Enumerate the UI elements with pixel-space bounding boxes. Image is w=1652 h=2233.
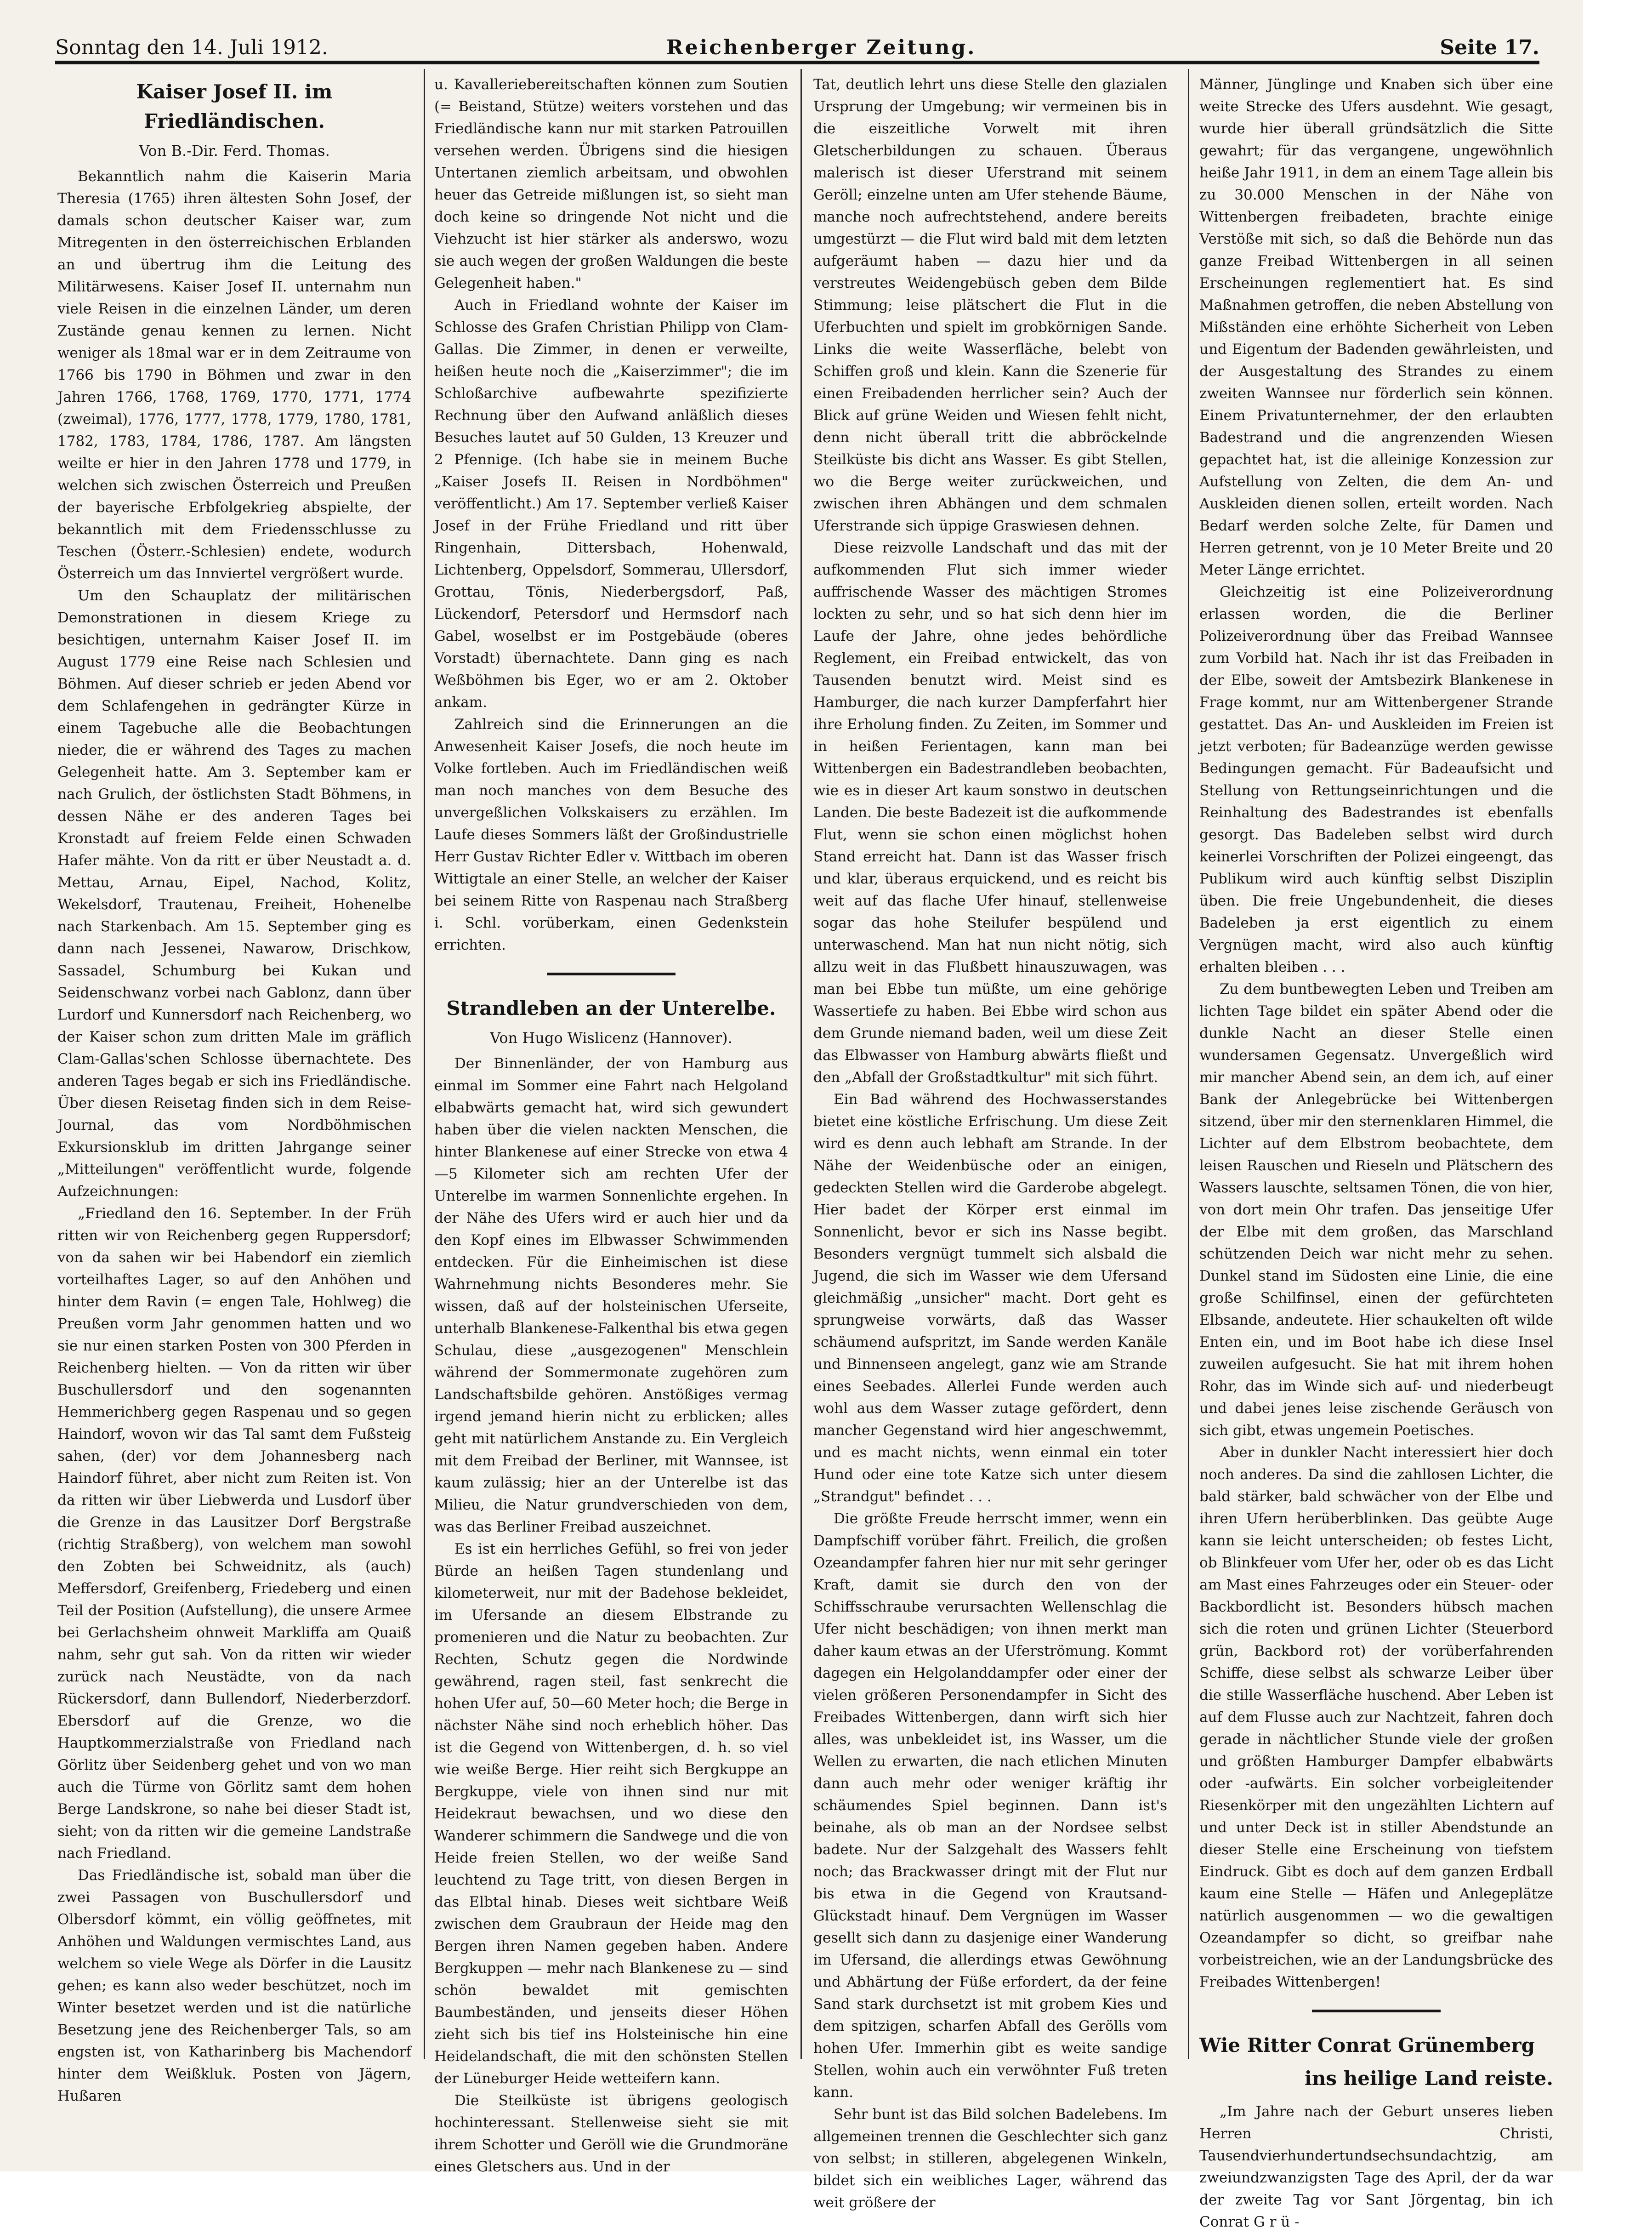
article-paragraph: Zahlreich sind die Erinnerungen an die Anwesenheit Kaiser Josefs, die noch heute im Volke fortleben. Auch im Friedländischen weiß man noch manches von dem Besuche des unvergeßlichen Volkskaisers zu erzählen. Im Laufe dieses Sommers läßt der Großindustrielle Herr Gustav Richter Edler v. Wittbach im oberen Wittigtale an einer Stelle, an welcher der Kaiser bei seinem Ritte von Raspenau nach Straßberg i. Schl. vorüberkam, einen Gedenkstein errichten. bbox=[434, 716, 788, 953]
article-paragraph: Gleichzeitig ist eine Polizeiverordnung erlassen worden, die die Berliner Polizeiverordnung über das Freibad Wannsee zum Vorbild hat. Nach ihr ist das Freibaden in der Elbe, soweit der Amtsbezirk Blankenese in Frage kommt, nur am Wittenbergener Strande gestattet. Das An- und Auskleiden im Freien ist jetzt verboten; für Badeanzüge werden gewisse Bedingungen gemacht. Für Badeaufsicht und Stellung von Rettungseinrichtungen und die Reinhaltung des Badestrandes ist ebenfalls gesorgt. Das Badeleben selbst wird durch keinerlei Vorschriften der Polizei eingeengt, das Publikum wird auch künftig selbst Disziplin üben. Die freie Ungebundenheit, die dieses Badeleben ja erst eigentlich zu einem Vergnügen macht, wird also auch künftig erhalten bleiben . . . bbox=[1199, 584, 1553, 975]
article-title-continued: ins heilige Land reiste. bbox=[1304, 2067, 1553, 2090]
article-paragraph: Männer, Jünglinge und Knaben sich über eine weite Strecke des Ufers ausdehnt. Wie gesagt, wurde hier überall gründsätzlich die Sitte gewahrt; für das vergangene, ungewöhnlich heiße Jahr 1911, in dem an einem Tage allein bis zu 30.000 Menschen in der Nähe von Wittenbergen freibadeten, brachte einige Verstöße mit sich, so daß die Behörde nun das ganze Freibad Wittenbergen in all seinen Erscheinungen reglementiert hat. Es sind Maßnahmen getroffen, die neben Abstellung von Mißständen eine erhöhte Sicherheit von Leben und Eigentum der Badenden gewährleisten, und der Ausgestaltung des Strandes zu einem zweiten Wannsee nur förderlich sein können. Einem Privatunternehmer, der den erlaubten Badestrand und die angrenzenden Wiesen gepachtet hat, ist die alleinige Konzession zur Aufstellung von Zelten, die dem An- und Auskleiden dienen sollen, erteilt worden. Nach Bedarf werden solche Zelte, für Damen und Herren getrennt, von je 10 Meter Breite und 20 Meter Länge errichtet. bbox=[1199, 76, 1553, 578]
article-paragraph: Das Friedländische ist, sobald man über die zwei Passagen von Buschullersdorf und Olbersdorf kömmt, ein völlig geöffnetes, mit Anhöhen und Waldungen vermischtes Land, aus welchem so viele Wege als Dörfer in die Lausitz gehen; es kann also weder beschützet, noch im Winter besetzet werden und ist die natürliche Besetzung jene des Reichenberger Tals, so am engsten ist, von Katharinberg bis Machendorf hinter dem Weißkluk. Posten von Jägern, Hußaren bbox=[57, 1867, 411, 2104]
article-paragraph: „Im Jahre nach der Geburt unseres lieben Herren Christi, Tausendvierhundertundsechsundachtzig, am zweiundzwanzigsten Tage des April, der da war der zweite Tag vor Sant Jörgentag, bin ich Conrat G r ü - bbox=[1199, 2103, 1553, 2230]
article-separator bbox=[1312, 2010, 1441, 2012]
header-page-number: Seite 17. bbox=[1440, 36, 1539, 59]
column-divider bbox=[424, 69, 425, 2059]
article-paragraph: „Friedland den 16. September. In der Früh ritten wir von Reichenberg gegen Ruppersdorf; von da sahen wir bei Habendorf ein ziemlich vorteilhaftes Lager, so auf den Anhöhen und hinter dem Ravin (= engen Tale, Hohlweg) die Preußen vorm Jahr genommen hatten und wo sie nur einen starken Posten von 300 Pferden in Reichenberg hielten. — Von da ritten wir über Buschullersdorf und den sogenannten Hemmerichberg gegen Raspenau und so gegen Haindorf, wovon wir das Tal samt dem Fußsteig sahen, (der) vor dem Johannesberg nach Haindorf führet, aber nicht zum Reiten ist. Von da ritten wir über Liebwerda und Lusdorf über die Grenze in das Lausitzer Dorf Bergstraße (richtig Straßberg), von welchem man sowohl den Zobten bei Schweidnitz, als (auch) Meffersdorf, Greifenberg, Friedeberg und einen Teil der Position (Aufstellung), die unsere Armee bei Gerlachsheim ohnweit Markliffa am Quaiß nahm, sehr gut sah. Von da ritten wir wieder zurück nach Neustädte, von da nach Rückersdorf, dann Bullendorf, Niederberzdorf. Ebersdorf auf die Grenze, wo die Hauptkommerzialstraße von Friedland nach Görlitz über Seidenberg gehet und von wo man auch die Türme von Görlitz samt dem hohen Berge Landskrone, so nahe bei dieser Stadt ist, sieht; von da ritten wir die gemeine Landstraße nach Friedland. bbox=[57, 1205, 411, 1862]
article-paragraph: Sehr bunt ist das Bild solchen Badelebens. Im allgemeinen trennen die Geschlechter sich ganz von selbst; in stilleren, abgelegenen Winkeln, bildet sich ein weibliches Lager, während das weit größere der bbox=[813, 2106, 1167, 2211]
article-paragraph: Auch in Friedland wohnte der Kaiser im Schlosse des Grafen Christian Philipp von Clam-Gallas. Die Zimmer, in denen er verweilte, heißen heute noch die „Kaiserzimmer"; die im Schloßarchive aufbewahrte spezifizierte Rechnung über den Aufwand anläßlich dieses Besuches lautet auf 50 Gulden, 13 Kreuzer und 2 Pfennige. (Ich habe sie in meinem Buche „Kaiser Josefs II. Reisen in Nordböhmen" veröffentlicht.) Am 17. September verließ Kaiser Josef in der Frühe Friedland und ritt über Ringenhain, Dittersbach, Hohenwald, Lichtenberg, Oppelsdorf, Sommerau, Ullersdorf, Grottau, Tönis, Niederbergsdorf, Paß, Lückendorf, Petersdorf und Hermsdorf nach Gabel, woselbst er im Postgebäude (oberes Vorstadt) übernachtete. Dann ging es nach Weßböhmen bis Eger, wo er am 2. Oktober ankam. bbox=[434, 297, 788, 711]
article-paragraph: Die größte Freude herrscht immer, wenn ein Dampfschiff vorüber fährt. Freilich, die großen Ozeandampfer fahren hier nur mit sehr geringer Kraft, damit sie durch den von der Schiffsschraube verursachten Wellenschlag die Ufer nicht beschädigen; von ihnen merkt man daher kaum etwas an der Uferströmung. Kommt dagegen ein Helgolanddampfer oder einer der vielen größeren Personendampfer in Sicht des Freibades Wittenbergen, dann wirft sich hier alles, was unbekleidet ist, ins Wasser, um die Wellen zu erwarten, die nach etlichen Minuten dann auch mehr oder weniger kräftig ihr schäumendes Spiel beginnen. Dann ist's beinahe, als ob man an der Nordsee selbst badete. Nur der Salzgehalt des Wassers fehlt noch; das Brackwasser dringt mit der Flut nur bis etwa in die Gegend von Krautsand-Glückstadt hinauf. Dem Vergnügen im Wasser gesellt sich dann zu dasjenige einer Wanderung im Ufersand, die allerdings etwas Gewöhnung und Abhärtung der Füße erfordert, da der feine Sand stark durchsetzt ist mit grobem Kies und dem spitzigen, scharfen Abfall des Gerölls vom hohen Ufer. Immerhin gibt es weite sandige Stellen, wohin auch ein verwöhnter Fuß treten kann. bbox=[813, 1510, 1167, 2101]
article-title: Strandleben an der Unterelbe. bbox=[446, 997, 776, 1020]
column-2 bbox=[434, 74, 788, 2175]
article-title: Wie Ritter Conrat Grünemberg bbox=[1199, 2034, 1535, 2056]
article-paragraph: Zu dem buntbewegten Leben und Treiben am lichten Tage bildet ein später Abend oder die dunkle Nacht an dieser Stelle einen wundersamen Gegensatz. Unvergeßlich wird mir mancher Abend sein, an dem ich, auf einer Bank der Anlegebrücke bei Wittenbergen sitzend, über mir den sternenklaren Himmel, die Lichter auf dem Elbstrom beobachtete, dem leisen Rauschen und Rieseln und Plätschern des Wassers lauschte, seltsamen Tönen, die von hier, von dort mein Ohr trafen. Das jenseitige Ufer der Elbe mit dem großen, das Marschland schützenden Deich war nicht mehr zu sehen. Dunkel stand im Südosten eine Linie, die eine große Schilfinsel, einen der gefürchteten Elbsande, andeutete. Hier schaukelten oft wilde Enten ein, und im Boot habe ich diese Insel zuweilen aufgesucht. Sie hat mit ihrem hohen Rohr, das im Winde sich auf- und niederbeugt und dabei jenes leise zischende Geräusch von sich gibt, etwas ungemein Poetisches. bbox=[1199, 981, 1553, 1439]
column-divider bbox=[1188, 69, 1189, 2059]
article-paragraph: Die Steilküste ist übrigens geologisch hochinteressant. Stellenweise sieht sie mit ihrem Schotter und Geröll wie die Grundmoräne eines Gletschers aus. Und in der bbox=[434, 2092, 788, 2175]
article-paragraph: Es ist ein herrliches Gefühl, so frei von jeder Bürde an heißen Tagen stundenlang und kilometerweit, nur mit der Badehose bekleidet, im Ufersande an diesem Elbstrande zu promenieren und die Natur zu beobachten. Zur Rechten, Schutz gegen die Nordwinde gewährend, ragen steil, fast senkrecht die hohen Ufer auf, 50—60 Meter hoch; die Berge in nächster Nähe sind noch erheblich höher. Das ist die Gegend von Wittenbergen, d. h. so viel wie weiße Berge. Hier reiht sich Bergkuppe an Bergkuppe, viele von ihnen sind nur mit Heidekraut bewachsen, und wo diese den Wanderer schimmern die Sandwege und die von Heide freien Stellen, wo der weiße Sand leuchtend zu Tage tritt, von diesen Bergen in das Elbtal hinab. Dieses weit sichtbare Weiß zwischen dem Graubraun der Heide mag den Bergen ihren Namen gegeben haben. Andere Bergkuppen — mehr nach Blankenese zu — sind schön bewaldet mit gemischten Baumbeständen, und jenseits dieser Höhen zieht sich bis tief ins Holsteinische hin eine Heidelandschaft, die mit den schönsten Stellen der Lüneburger Heide wetteifern kann. bbox=[434, 1541, 788, 2087]
header-masthead: Reichenberger Zeitung. bbox=[666, 36, 976, 59]
article-paragraph: Der Binnenländer, der von Hamburg aus einmal im Sommer eine Fahrt nach Helgoland elbabwärts gemacht hat, wird sich gewundert haben über die vielen nackten Menschen, die hinter Blankenese auf einer Strecke von etwa 4—5 Kilometer sich am rechten Ufer der Unterelbe im warmen Sonnenlichte ergehen. In der Nähe des Ufers wird er auch hier und da den Kopf eines im Elbwasser Schwimmenden entdecken. Für die Einheimischen ist diese Wahrnehmung nichts Besonderes mehr. Sie wissen, daß auf der holsteinischen Uferseite, unterhalb Blankenese-Falkenthal bis etwa gegen Schulau, diese „ausgezogenen" Menschlein während der Sommermonate zugehören zum Landschaftsbilde gehören. Anstößiges vermag irgend jemand hierin nicht zu erblicken; alles geht mit natürlichem Anstande zu. Ein Vergleich mit dem Freibad der Berliner, mit Wannsee, ist kaum zulässig; hier an der Unterelbe ist das Milieu, die Natur grundverschieden von dem, was das Berliner Freibad auszeichnet. bbox=[434, 1055, 788, 1535]
article-paragraph: Ein Bad während des Hochwasserstandes bietet eine köstliche Erfrischung. Um diese Zeit wird es denn auch lebhaft am Strande. In der Nähe der Weidenbüsche oder an einigen, gedeckten Stellen wird die Garderobe abgelegt. Hier badet der Körper erst einmal im Sonnenlicht, bevor er sich ins Nasse begibt. Besonders vergnügt tummelt sich alsbald die Jugend, die sich im Wasser wie dem Ufersand gleichmäßig „unsicher" macht. Dort geht es sprungweise vorwärts, daß das Wasser schäumend aufspritzt, im Sande werden Kanäle und Binnenseen angelegt, ganz wie am Strande eines Seebades. Allerlei Funde werden auch wohl aus dem Wasser zutage gefördert, denn mancher Gegenstand wird hier angeschwemmt, und es macht nichts, wenn einmal ein toter Hund oder eine tote Katze sich unter diesem „Strandgut" befindet . . . bbox=[813, 1091, 1167, 1505]
article-byline: Von Hugo Wislicenz (Hannover). bbox=[490, 1029, 732, 1047]
article-paragraph: Bekanntlich nahm die Kaiserin Maria Theresia (1765) ihren ältesten Sohn Josef, der damals schon deutscher Kaiser war, zum Mitregenten in den österreichischen Erblanden an und übertrug ihm die Leitung des Militärwesens. Kaiser Josef II. unternahm nun viele Reisen in die einzelnen Länder, um deren Zustände genau kennen zu lernen. Nicht weniger als 18mal war er in dem Zeitraume von 1766 bis 1790 in Böhmen und zwar in den Jahren 1766, 1768, 1769, 1770, 1771, 1774 (zweimal), 1776, 1777, 1778, 1779, 1780, 1781, 1782, 1783, 1784, 1786, 1787. Am längsten weilte er hier in den Jahren 1778 und 1779, in welchen sich zwischen Österreich und Preußen der bayerische Erbfolgekrieg abspielte, der bekanntlich mit dem Friedensschlusse zu Teschen (Österr.-Schlesien) endete, wodurch Österreich um das Innviertel vergrößert wurde. bbox=[57, 168, 411, 582]
column-divider bbox=[800, 69, 802, 2059]
header-date: Sonntag den 14. Juli 1912. bbox=[55, 36, 328, 59]
page-header bbox=[55, 36, 1539, 64]
article-byline: Von B.-Dir. Ferd. Thomas. bbox=[139, 142, 330, 160]
article-paragraph: Tat, deutlich lehrt uns diese Stelle den glazialen Ursprung der Umgebung; wir vermeinen bis in die eiszeitliche Vorwelt mit ihren Gletscherbildungen zu schauen. Überaus malerisch ist dieser Uferstrand mit seinem Geröll; einzelne unten am Ufer stehende Bäume, manche noch aufrechtstehend, andere bereits umgestürzt — die Flut wird bald mit dem letzten aufgeräumt haben — dazu hier und da verstreutes Weidengebüsch geben dem Bilde Stimmung; leise plätschert die Flut in die Uferbuchten und spielt im grobkörnigen Sande. Links die weite Wasserfläche, belebt von Schiffen groß und klein. Kann die Szenerie für einen Freibadenden herrlicher sein? Auch der Blick auf grüne Weiden und Wiesen fehlt nicht, denn nicht überall tritt die abbröckelnde Steilküste bis dicht ans Wasser. Es gibt Stellen, wo die Berge weiter zurückweichen, und zwischen ihren Abhängen und dem schmalen Uferstrande sich üppige Graswiesen dehnen. bbox=[813, 76, 1167, 534]
article-paragraph: Um den Schauplatz der militärischen Demonstrationen in diesem Kriege zu besichtigen, unternahm Kaiser Josef II. im August 1779 eine Reise nach Schlesien und Böhmen. Auf dieser schrieb er jeden Abend vor dem Schlafengehen in gedrängter Kürze in einem Tagebuche alle die Beobachtungen nieder, die er während des Tages zu machen Gelegenheit hatte. Am 3. September kam er nach Grulich, der östlichsten Stadt Böhmens, in dessen Nähe er des anderen Tages bei Kronstadt auf freiem Felde einen Schwaden Hafer mähte. Von da ritt er über Neustadt a. d. Mettau, Arnau, Eipel, Nachod, Kolitz, Wekelsdorf, Trautenau, Freiheit, Hohenelbe nach Starkenbach. Am 15. September ging es dann nach Jessenei, Nawarow, Drischkow, Sassadel, Schumburg bei Kukan und Seidenschwanz vorbei nach Gablonz, dann über Lurdorf und Kunnersdorf nach Reichenberg, wo der Kaiser schon zum dritten Male im gräflich Clam-Gallas'schen Schlosse übernachtete. Des anderen Tages begab er sich ins Friedländische. Über diesen Reisetag finden sich in dem Reise-Journal, das vom Nordböhmischen Exkursionsklub im dritten Jahrgange seiner „Mitteilungen" veröffentlicht wurde, folgende Aufzeichnungen: bbox=[57, 587, 411, 1200]
column-3 bbox=[813, 74, 1167, 2211]
article-title: Kaiser Josef II. im Friedländischen. bbox=[136, 80, 333, 132]
column-1 bbox=[57, 74, 411, 2104]
article-paragraph: u. Kavalleriebereitschaften können zum Soutien (= Beistand, Stütze) weiters vorstehen und das Friedländische kann nur mit starken Patrouillen versehen werden. Übrigens sind die hiesigen Untertanen ziemlich arbeitsam, und obwohlen heuer das Getreide mißlungen ist, so sieht man doch keine so dringende Not nicht und die Viehzucht ist hier stärker als anderswo, wozu sie auch wegen der großen Waldungen die beste Gelegenheit haben." bbox=[434, 76, 788, 291]
header-rule bbox=[55, 61, 1539, 64]
article-paragraph: Diese reizvolle Landschaft und das mit der aufkommenden Flut sich immer wieder auffrischende Wasser des mächtigen Stromes lockten zu sehr, und so hat sich denn hier im Laufe der Jahre, ohne jedes behördliche Reglement, ein Freibad entwickelt, das von Tausenden benutzt wird. Meist sind es Hamburger, die nach kurzer Dampferfahrt hier ihre Erholung finden. Zu Zeiten, im Sommer und in heißen Ferientagen, kann man bei Wittenbergen ein Badestrandleben beobachten, wie es in dieser Art kaum sonstwo in deutschen Landen. Die beste Badezeit ist die aufkommende Flut, wenn sie schon einen möglichst hohen Stand erreicht hat. Dann ist das Wasser frisch und klar, überaus erquickend, und es reicht bis weit auf das flache Ufer hinauf, stellenweise sogar das hohe Steilufer bespülend und unterwaschend. Man hat nun nicht nötig, sich allzu weit in das Flußbett hinauszuwagen, was man bei Ebbe tun müßte, um eine gehörige Wassertiefe zu haben. Bei Ebbe wird schon aus dem Grunde niemand baden, weil um diese Zeit das Elbwasser von Hamburg abwärts fließt und den „Abfall der Großstadtkultur" mit sich führt. bbox=[813, 540, 1167, 1086]
column-4 bbox=[1199, 74, 1553, 2230]
scan-margin bbox=[1583, 0, 1652, 2171]
article-separator bbox=[547, 973, 676, 975]
article-paragraph: Aber in dunkler Nacht interessiert hier doch noch anderes. Da sind die zahllosen Lichter, die bald stärker, bald schwächer von der Elbe und ihren Ufern herüberblinken. Das geübte Auge kann sie leicht unterscheiden; ob festes Licht, ob Blinkfeuer vom Ufer her, oder ob es das Licht am Mast eines Fahrzeuges oder ein Steuer- oder Backbordlicht ist. Besonders hübsch machen sich die roten und grünen Lichter (Steuerbord grün, Backbord rot) der vorüberfahrenden Schiffe, diese selbst als schwarze Leiber über die stille Wasserfläche huschend. Aber Leben ist auf dem Flusse auch zur Nachtzeit, fahren doch gerade in nächtlicher Stunde viele der großen und größten Hamburger Dampfer elbabwärts oder -aufwärts. Ein solcher vorbeigleitender Riesenkörper mit den ungezählten Lichtern auf und unter Deck ist in stiller Abendstunde an dieser Stelle eine Erscheinung von tiefstem Eindruck. Gibt es doch auf dem ganzen Erdball kaum eine Stelle — Häfen und Anlegeplätze natürlich ausgenommen — wo die gewaltigen Ozeandampfer so dicht, so greifbar nahe vorbeistreichen, wie an der Landungsbrücke des Freibades Wittenbergen! bbox=[1199, 1444, 1553, 1990]
